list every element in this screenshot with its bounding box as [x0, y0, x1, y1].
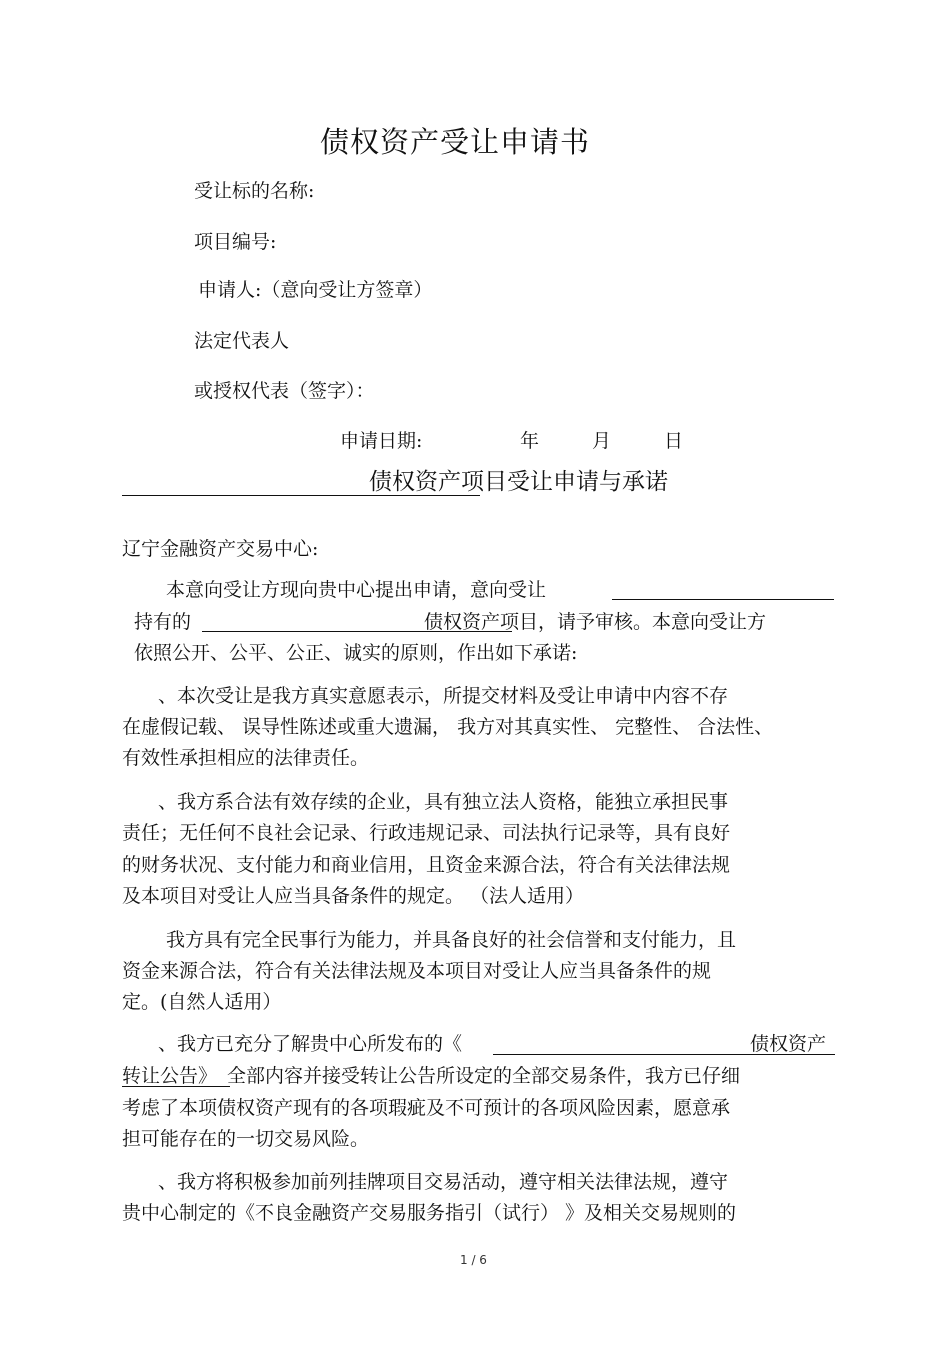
title-underline	[122, 495, 480, 496]
announcement-underline	[122, 1086, 230, 1087]
intro-line-2a: 持有的	[134, 611, 192, 633]
date-label: 申请日期:	[340, 430, 423, 452]
document-title: 债权资产受让申请书	[320, 125, 591, 159]
field-target-name: 受让标的名称:	[194, 180, 315, 202]
date-day: 日	[664, 430, 684, 452]
date-year: 年	[520, 430, 540, 452]
para4-line-4: 担可能存在的一切交易风险。	[122, 1128, 370, 1150]
para3-line-2: 资金来源合法，符合有关法律法规及本项目对受让人应当具备条件的规	[122, 960, 712, 982]
date-month: 月	[592, 430, 612, 452]
para1-line-3: 有效性承担相应的法律责任。	[122, 747, 370, 769]
field-legal-rep: 法定代表人	[194, 330, 290, 352]
para4-line-1a: 、我方已充分了解贵中心所发布的《	[158, 1033, 463, 1055]
para2-line-4: 及本项目对受让人应当具备条件的规定。 （法人适用）	[122, 885, 585, 907]
intro-line-2b: 债权资产项目，请予审核。本意向受让方	[424, 611, 767, 633]
commitment-title: 债权资产项目受让申请与承诺	[369, 469, 668, 495]
para3-line-3: 定。(自然人适用）	[122, 991, 282, 1013]
para4-line-3: 考虑了本项债权资产现有的各项瑕疵及不可预计的各项风险因素，愿意承	[122, 1097, 731, 1119]
field-authorized-rep: 或授权代表（签字）：	[194, 380, 375, 402]
para4-line-1b: 债权资产	[750, 1033, 827, 1055]
para2-line-2: 责任；无任何不良社会记录、行政违规记录、司法执行记录等，具有良好	[122, 822, 731, 844]
para4-line-2b: 全部内容并接受转让公告所设定的全部交易条件，我方已仔细	[227, 1065, 741, 1087]
para5-line-2: 贵中心制定的《不良金融资产交易服务指引（试行） 》及相关交易规则的	[122, 1202, 737, 1224]
intro-blank-1	[612, 599, 834, 600]
para3-line-1: 我方具有完全民事行为能力，并具备良好的社会信誉和支付能力，且	[166, 929, 737, 951]
recipient: 辽宁金融资产交易中心:	[122, 538, 319, 560]
para1-line-2: 在虚假记载、 误导性陈述或重大遗漏， 我方对其真实性、 完整性、 合法性、	[122, 716, 774, 738]
para2-line-1: 、我方系合法有效存续的企业，具有独立法人资格，能独立承担民事	[158, 791, 729, 813]
intro-line-3: 依照公开、公平、公正、诚实的原则，作出如下承诺:	[134, 642, 578, 664]
page-number: 1 / 6	[460, 1253, 487, 1267]
field-project-no: 项目编号:	[194, 231, 277, 253]
intro-line-1: 本意向受让方现向贵中心提出申请，意向受让	[166, 579, 547, 601]
field-applicant: 申请人:（意向受让方签章）	[198, 279, 433, 301]
para4-line-2a: 转让公告》	[122, 1065, 218, 1087]
para5-line-1: 、我方将积极参加前列挂牌项目交易活动，遵守相关法律法规，遵守	[158, 1171, 729, 1193]
para2-line-3: 的财务状况、支付能力和商业信用，且资金来源合法，符合有关法律法规	[122, 854, 731, 876]
para1-line-1: 、本次受让是我方真实意愿表示，所提交材料及受让申请中内容不存	[158, 685, 729, 707]
